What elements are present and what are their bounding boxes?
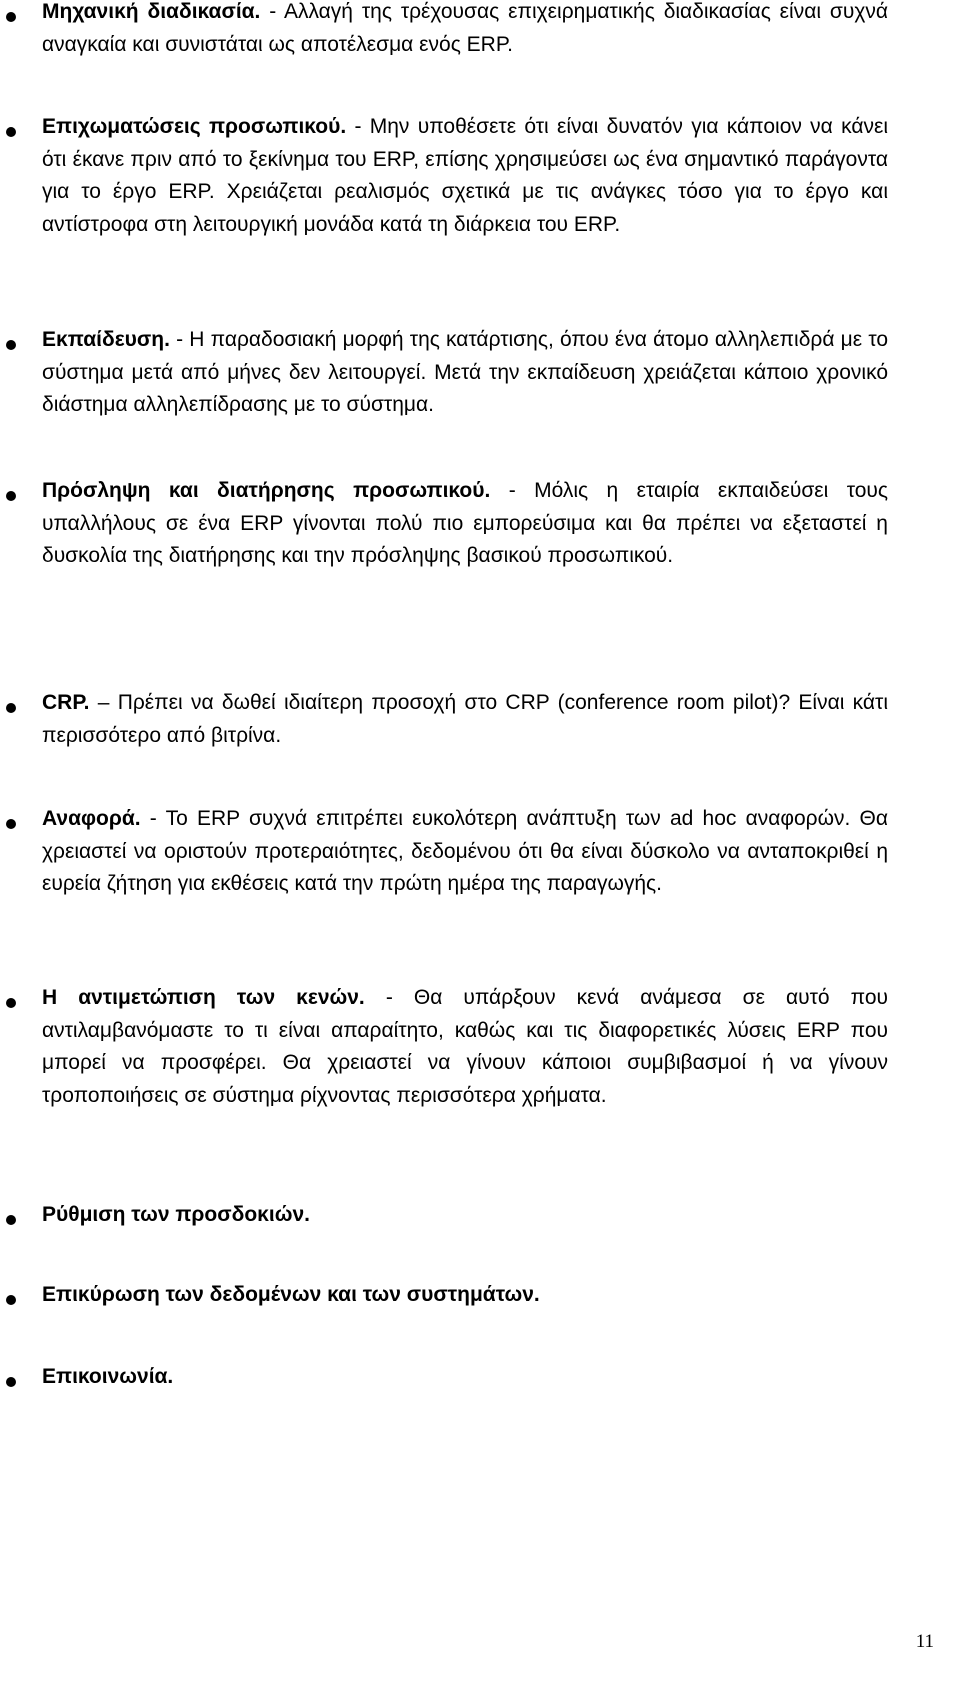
item-title: Πρόσληψη και διατήρησης προσωπικού. (42, 479, 491, 502)
item-text: - Μην υποθέσετε ότι είναι δυνατόν για κάποιον να κάνει ότι έκανε πριν από το ξεκίνημα του ERP, επίσης χρησιμεύσει ως ένα σημαντικό παράγοντα για το έργο ERP. Χρειάζεται ρεαλισμός σχετικά με τις ανάγκες τόσο για το έργο και αντίστροφα στη λειτουργική μονάδα κατά τη διάρκεια του ERP. (42, 115, 889, 236)
item-title: Εκπαίδευση. (42, 328, 170, 351)
item-text: - Μόλις η εταιρία εκπαιδεύσει τους υπαλλήλους σε ένα ERP γίνονται πολύ πιο εμπορεύσιμα και θα πρέπει να εξεταστεί η δυσκολία της διατήρησης και την πρόσληψης βασικού προσωπικού. (42, 479, 888, 567)
item-title: Μηχανική διαδικασία. (42, 0, 261, 23)
bullet-item-communication (42, 1361, 888, 1394)
bullet-icon (6, 127, 16, 137)
bullet-icon (6, 703, 16, 713)
bullet-icon (6, 998, 16, 1008)
page-number: 11 (915, 1631, 934, 1652)
item-title: CRP. (42, 691, 90, 714)
bullet-item-hiring-retention (42, 475, 888, 573)
bullet-item-validation (42, 1279, 888, 1312)
item-text: - Θα υπάρξουν κενά ανάμεσα σε αυτό που αντιλαμβανόμαστε το τι είναι απαραίτητο, καθώς και τις διαφορετικές λύσεις ERP που μπορεί να προσφέρει. Θα χρειαστεί να γίνουν κάποιοι συμβιβασμοί ή να γίνουν τροποποιήσεις σε σύστημα ρίχνοντας περισσότερα χρήματα. (42, 986, 888, 1107)
bullet-item-mechanical-process (42, 0, 888, 61)
bullet-icon (6, 491, 16, 501)
item-title: Αναφορά. (42, 807, 141, 830)
item-text: - Αλλαγή της τρέχουσας επιχειρηματικής διαδικασίας είναι συχνά αναγκαία και συνιστάται ως αποτέλεσμα ενός ERP. (42, 0, 888, 56)
item-title: Επιχωματώσεις προσωπικού. (42, 115, 347, 138)
bullet-icon (6, 1377, 16, 1387)
item-text: - Η παραδοσιακή μορφή της κατάρτισης, όπου ένα άτομο αλληλεπιδρά με το σύστημα μετά από μήνες δεν λειτουργεί. Μετά την εκπαίδευση χρειάζεται κάποιο χρονικό διάστημα αλληλεπίδρασης με το σύστημα. (42, 328, 888, 416)
item-text: – Πρέπει να δωθεί ιδιαίτερη προσοχή στο CRP (conference room pilot)? Είναι κάτι περισσότερο από βιτρίνα. (42, 691, 888, 747)
bullet-icon (6, 12, 16, 22)
bullet-icon (6, 1295, 16, 1305)
bullet-item-staffing (42, 111, 888, 241)
bullet-icon (6, 1215, 16, 1225)
bullet-icon (6, 819, 16, 829)
bullet-item-training (42, 324, 888, 422)
item-title: Ρύθμιση των προσδοκιών. (42, 1203, 310, 1226)
bullet-item-crp (42, 687, 888, 752)
item-text: - Το ERP συχνά επιτρέπει ευκολότερη ανάπτυξη των ad hoc αναφορών. Θα χρειαστεί να οριστούν προτεραιότητες, δεδομένου ότι θα είναι δύσκολο να ανταποκριθεί η ευρεία ζήτηση για εκθέσεις κατά την πρώτη ημέρα της παραγωγής. (42, 807, 888, 895)
item-title: Επικοινωνία. (42, 1365, 174, 1388)
bullet-item-expectations (42, 1199, 888, 1232)
bullet-item-reporting (42, 803, 888, 901)
item-title: Η αντιμετώπιση των κενών. (42, 986, 365, 1009)
bullet-icon (6, 340, 16, 350)
item-title: Επικύρωση των δεδομένων και των συστημάτων. (42, 1283, 540, 1306)
bullet-item-gaps (42, 982, 888, 1112)
